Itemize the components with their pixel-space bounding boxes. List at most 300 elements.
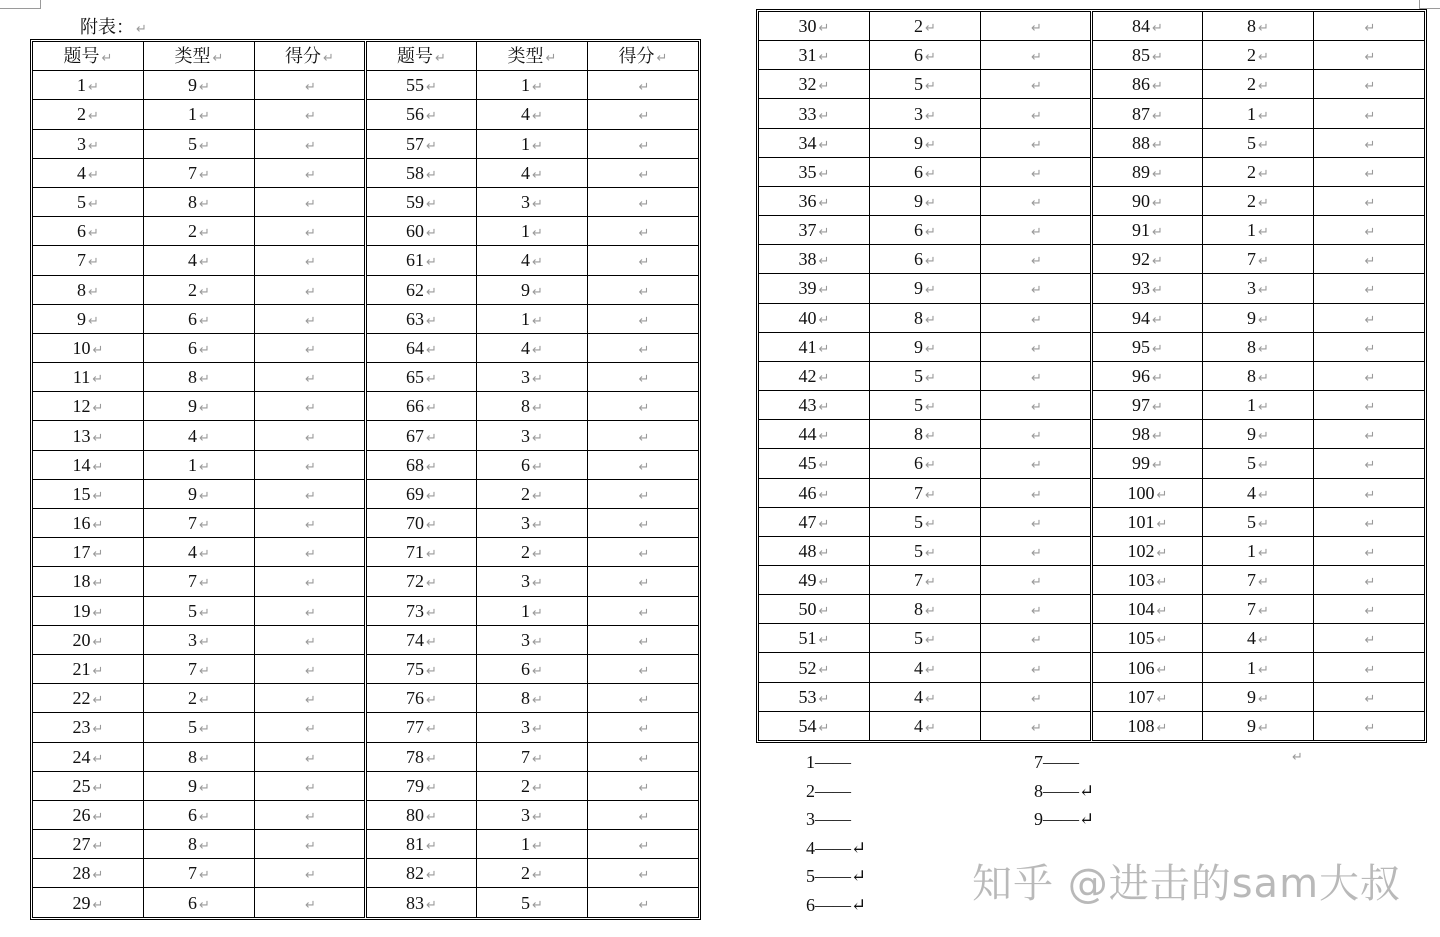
question-number-cell[interactable] bbox=[366, 421, 477, 450]
question-number-cell[interactable] bbox=[33, 538, 144, 567]
type-cell[interactable] bbox=[870, 157, 981, 186]
question-number-cell[interactable] bbox=[366, 158, 477, 187]
type-cell[interactable] bbox=[1203, 536, 1314, 565]
question-number-cell[interactable] bbox=[1092, 507, 1203, 536]
score-cell[interactable] bbox=[981, 332, 1092, 361]
question-number-cell[interactable] bbox=[1092, 565, 1203, 594]
type-cell[interactable] bbox=[1203, 711, 1314, 740]
question-number-cell[interactable] bbox=[759, 420, 870, 449]
type-cell[interactable] bbox=[477, 830, 588, 859]
score-cell[interactable] bbox=[981, 420, 1092, 449]
score-cell[interactable] bbox=[255, 363, 366, 392]
score-cell[interactable] bbox=[588, 771, 699, 800]
question-number-cell[interactable] bbox=[33, 567, 144, 596]
type-cell[interactable] bbox=[477, 567, 588, 596]
score-cell[interactable] bbox=[1314, 624, 1425, 653]
score-cell[interactable] bbox=[1314, 420, 1425, 449]
question-number-cell[interactable] bbox=[759, 595, 870, 624]
question-number-cell[interactable] bbox=[366, 333, 477, 362]
score-cell[interactable] bbox=[1314, 391, 1425, 420]
question-number-cell[interactable] bbox=[366, 187, 477, 216]
score-cell[interactable] bbox=[255, 275, 366, 304]
type-cell[interactable] bbox=[144, 742, 255, 771]
score-cell[interactable] bbox=[255, 100, 366, 129]
type-cell[interactable] bbox=[870, 332, 981, 361]
score-cell[interactable] bbox=[1314, 70, 1425, 99]
type-cell[interactable] bbox=[144, 450, 255, 479]
question-number-cell[interactable] bbox=[33, 771, 144, 800]
type-cell[interactable] bbox=[870, 420, 981, 449]
score-cell[interactable] bbox=[588, 363, 699, 392]
question-number-cell[interactable] bbox=[33, 596, 144, 625]
type-cell[interactable] bbox=[477, 538, 588, 567]
type-cell[interactable] bbox=[477, 100, 588, 129]
type-cell[interactable] bbox=[477, 509, 588, 538]
score-cell[interactable] bbox=[1314, 478, 1425, 507]
question-number-cell[interactable] bbox=[366, 217, 477, 246]
score-cell[interactable] bbox=[981, 653, 1092, 682]
question-number-cell[interactable] bbox=[1092, 682, 1203, 711]
score-cell[interactable] bbox=[981, 595, 1092, 624]
question-number-cell[interactable] bbox=[366, 684, 477, 713]
question-number-cell[interactable] bbox=[33, 304, 144, 333]
type-cell[interactable] bbox=[144, 392, 255, 421]
type-cell[interactable] bbox=[144, 654, 255, 683]
score-cell[interactable] bbox=[1314, 41, 1425, 70]
type-cell[interactable] bbox=[144, 625, 255, 654]
score-cell[interactable] bbox=[1314, 682, 1425, 711]
question-number-cell[interactable] bbox=[33, 392, 144, 421]
question-number-cell[interactable] bbox=[366, 246, 477, 275]
type-cell[interactable] bbox=[1203, 361, 1314, 390]
question-number-cell[interactable] bbox=[33, 71, 144, 100]
type-cell[interactable] bbox=[1203, 41, 1314, 70]
score-cell[interactable] bbox=[1314, 449, 1425, 478]
type-cell[interactable] bbox=[144, 713, 255, 742]
score-cell[interactable] bbox=[588, 100, 699, 129]
type-cell[interactable] bbox=[477, 217, 588, 246]
score-cell[interactable] bbox=[255, 509, 366, 538]
type-cell[interactable] bbox=[144, 596, 255, 625]
score-cell[interactable] bbox=[1314, 653, 1425, 682]
score-cell[interactable] bbox=[588, 713, 699, 742]
score-cell[interactable] bbox=[1314, 711, 1425, 740]
score-cell[interactable] bbox=[588, 567, 699, 596]
type-cell[interactable] bbox=[144, 771, 255, 800]
question-number-cell[interactable] bbox=[1092, 12, 1203, 41]
score-cell[interactable] bbox=[255, 538, 366, 567]
score-cell[interactable] bbox=[981, 70, 1092, 99]
score-cell[interactable] bbox=[588, 217, 699, 246]
score-cell[interactable] bbox=[981, 507, 1092, 536]
question-number-cell[interactable] bbox=[33, 800, 144, 829]
type-cell[interactable] bbox=[870, 303, 981, 332]
score-cell[interactable] bbox=[981, 449, 1092, 478]
score-cell[interactable] bbox=[588, 800, 699, 829]
question-number-cell[interactable] bbox=[366, 363, 477, 392]
score-cell[interactable] bbox=[588, 275, 699, 304]
score-cell[interactable] bbox=[255, 830, 366, 859]
question-number-cell[interactable] bbox=[33, 713, 144, 742]
type-cell[interactable] bbox=[144, 129, 255, 158]
type-cell[interactable] bbox=[870, 449, 981, 478]
question-number-cell[interactable] bbox=[366, 742, 477, 771]
score-cell[interactable] bbox=[981, 12, 1092, 41]
question-number-cell[interactable] bbox=[759, 12, 870, 41]
type-cell[interactable] bbox=[144, 246, 255, 275]
question-number-cell[interactable] bbox=[366, 859, 477, 888]
type-cell[interactable] bbox=[870, 216, 981, 245]
type-cell[interactable] bbox=[477, 333, 588, 362]
type-cell[interactable] bbox=[477, 275, 588, 304]
question-number-cell[interactable] bbox=[366, 830, 477, 859]
type-cell[interactable] bbox=[477, 479, 588, 508]
question-number-cell[interactable] bbox=[33, 421, 144, 450]
question-number-cell[interactable] bbox=[366, 304, 477, 333]
score-cell[interactable] bbox=[1314, 186, 1425, 215]
score-cell[interactable] bbox=[588, 538, 699, 567]
score-cell[interactable] bbox=[588, 742, 699, 771]
type-cell[interactable] bbox=[870, 274, 981, 303]
type-cell[interactable] bbox=[144, 333, 255, 362]
type-cell[interactable] bbox=[1203, 332, 1314, 361]
column-header[interactable] bbox=[366, 42, 477, 71]
type-cell[interactable] bbox=[1203, 595, 1314, 624]
type-cell[interactable] bbox=[144, 421, 255, 450]
score-cell[interactable] bbox=[255, 888, 366, 918]
question-number-cell[interactable] bbox=[759, 507, 870, 536]
question-number-cell[interactable] bbox=[759, 536, 870, 565]
question-number-cell[interactable] bbox=[33, 625, 144, 654]
question-number-cell[interactable] bbox=[1092, 478, 1203, 507]
score-cell[interactable] bbox=[981, 624, 1092, 653]
question-number-cell[interactable] bbox=[33, 275, 144, 304]
question-number-cell[interactable] bbox=[366, 100, 477, 129]
question-number-cell[interactable] bbox=[1092, 186, 1203, 215]
question-number-cell[interactable] bbox=[1092, 157, 1203, 186]
score-cell[interactable] bbox=[1314, 332, 1425, 361]
score-cell[interactable] bbox=[981, 682, 1092, 711]
question-number-cell[interactable] bbox=[1092, 711, 1203, 740]
question-number-cell[interactable] bbox=[759, 332, 870, 361]
score-cell[interactable] bbox=[588, 304, 699, 333]
question-number-cell[interactable] bbox=[1092, 70, 1203, 99]
question-number-cell[interactable] bbox=[1092, 420, 1203, 449]
question-number-cell[interactable] bbox=[759, 186, 870, 215]
type-cell[interactable] bbox=[144, 538, 255, 567]
type-cell[interactable] bbox=[477, 859, 588, 888]
type-cell[interactable] bbox=[870, 12, 981, 41]
question-number-cell[interactable] bbox=[1092, 41, 1203, 70]
type-cell[interactable] bbox=[870, 128, 981, 157]
type-cell[interactable] bbox=[477, 392, 588, 421]
question-number-cell[interactable] bbox=[759, 711, 870, 740]
question-number-cell[interactable] bbox=[366, 479, 477, 508]
score-cell[interactable] bbox=[255, 71, 366, 100]
type-cell[interactable] bbox=[1203, 128, 1314, 157]
question-number-cell[interactable] bbox=[33, 129, 144, 158]
type-cell[interactable] bbox=[1203, 478, 1314, 507]
question-number-cell[interactable] bbox=[366, 596, 477, 625]
question-number-cell[interactable] bbox=[1092, 595, 1203, 624]
score-cell[interactable] bbox=[255, 742, 366, 771]
question-number-cell[interactable] bbox=[1092, 303, 1203, 332]
question-number-cell[interactable] bbox=[33, 509, 144, 538]
score-cell[interactable] bbox=[1314, 157, 1425, 186]
question-number-cell[interactable] bbox=[366, 625, 477, 654]
type-cell[interactable] bbox=[477, 187, 588, 216]
score-cell[interactable] bbox=[255, 479, 366, 508]
type-cell[interactable] bbox=[870, 595, 981, 624]
score-cell[interactable] bbox=[255, 217, 366, 246]
score-cell[interactable] bbox=[588, 450, 699, 479]
question-number-cell[interactable] bbox=[33, 217, 144, 246]
type-cell[interactable] bbox=[477, 596, 588, 625]
type-cell[interactable] bbox=[144, 509, 255, 538]
question-number-cell[interactable] bbox=[366, 129, 477, 158]
score-cell[interactable] bbox=[588, 421, 699, 450]
score-cell[interactable] bbox=[588, 71, 699, 100]
question-number-cell[interactable] bbox=[366, 713, 477, 742]
question-number-cell[interactable] bbox=[759, 245, 870, 274]
type-cell[interactable] bbox=[870, 99, 981, 128]
type-cell[interactable] bbox=[144, 800, 255, 829]
question-number-cell[interactable] bbox=[366, 538, 477, 567]
question-number-cell[interactable] bbox=[33, 158, 144, 187]
type-cell[interactable] bbox=[870, 536, 981, 565]
score-cell[interactable] bbox=[1314, 303, 1425, 332]
type-cell[interactable] bbox=[477, 71, 588, 100]
score-cell[interactable] bbox=[1314, 245, 1425, 274]
type-cell[interactable] bbox=[477, 625, 588, 654]
score-cell[interactable] bbox=[1314, 536, 1425, 565]
score-cell[interactable] bbox=[588, 246, 699, 275]
question-number-cell[interactable] bbox=[33, 859, 144, 888]
type-cell[interactable] bbox=[870, 186, 981, 215]
score-cell[interactable] bbox=[981, 99, 1092, 128]
question-number-cell[interactable] bbox=[1092, 216, 1203, 245]
score-cell[interactable] bbox=[255, 859, 366, 888]
score-cell[interactable] bbox=[588, 392, 699, 421]
type-cell[interactable] bbox=[1203, 682, 1314, 711]
score-cell[interactable] bbox=[588, 129, 699, 158]
type-cell[interactable] bbox=[870, 682, 981, 711]
question-number-cell[interactable] bbox=[759, 274, 870, 303]
score-cell[interactable] bbox=[255, 450, 366, 479]
type-cell[interactable] bbox=[477, 450, 588, 479]
score-cell[interactable] bbox=[981, 536, 1092, 565]
type-cell[interactable] bbox=[1203, 565, 1314, 594]
type-cell[interactable] bbox=[1203, 186, 1314, 215]
question-number-cell[interactable] bbox=[1092, 274, 1203, 303]
type-cell[interactable] bbox=[477, 158, 588, 187]
question-number-cell[interactable] bbox=[1092, 99, 1203, 128]
question-number-cell[interactable] bbox=[759, 157, 870, 186]
question-number-cell[interactable] bbox=[759, 99, 870, 128]
score-cell[interactable] bbox=[981, 711, 1092, 740]
question-number-cell[interactable] bbox=[759, 624, 870, 653]
type-cell[interactable] bbox=[1203, 391, 1314, 420]
score-cell[interactable] bbox=[981, 186, 1092, 215]
question-number-cell[interactable] bbox=[366, 450, 477, 479]
type-cell[interactable] bbox=[870, 711, 981, 740]
type-cell[interactable] bbox=[144, 158, 255, 187]
score-cell[interactable] bbox=[588, 830, 699, 859]
type-cell[interactable] bbox=[870, 624, 981, 653]
type-cell[interactable] bbox=[1203, 216, 1314, 245]
score-cell[interactable] bbox=[255, 187, 366, 216]
type-cell[interactable] bbox=[144, 830, 255, 859]
score-cell[interactable] bbox=[588, 479, 699, 508]
type-cell[interactable] bbox=[144, 304, 255, 333]
type-cell[interactable] bbox=[1203, 12, 1314, 41]
question-number-cell[interactable] bbox=[1092, 536, 1203, 565]
type-cell[interactable] bbox=[477, 888, 588, 918]
type-cell[interactable] bbox=[870, 41, 981, 70]
type-cell[interactable] bbox=[477, 246, 588, 275]
score-cell[interactable] bbox=[981, 128, 1092, 157]
score-cell[interactable] bbox=[588, 859, 699, 888]
question-number-cell[interactable] bbox=[1092, 361, 1203, 390]
score-cell[interactable] bbox=[588, 654, 699, 683]
column-header[interactable] bbox=[588, 42, 699, 71]
type-cell[interactable] bbox=[1203, 274, 1314, 303]
type-cell[interactable] bbox=[144, 684, 255, 713]
type-cell[interactable] bbox=[144, 859, 255, 888]
question-number-cell[interactable] bbox=[366, 275, 477, 304]
type-cell[interactable] bbox=[870, 361, 981, 390]
score-cell[interactable] bbox=[255, 392, 366, 421]
type-cell[interactable] bbox=[1203, 99, 1314, 128]
type-cell[interactable] bbox=[144, 187, 255, 216]
score-cell[interactable] bbox=[981, 41, 1092, 70]
score-cell[interactable] bbox=[588, 684, 699, 713]
question-number-cell[interactable] bbox=[33, 100, 144, 129]
score-cell[interactable] bbox=[981, 478, 1092, 507]
question-number-cell[interactable] bbox=[366, 71, 477, 100]
score-cell[interactable] bbox=[255, 304, 366, 333]
type-cell[interactable] bbox=[477, 713, 588, 742]
question-number-cell[interactable] bbox=[759, 565, 870, 594]
score-cell[interactable] bbox=[255, 800, 366, 829]
question-number-cell[interactable] bbox=[33, 246, 144, 275]
score-cell[interactable] bbox=[1314, 595, 1425, 624]
score-cell[interactable] bbox=[1314, 99, 1425, 128]
score-cell[interactable] bbox=[588, 158, 699, 187]
score-cell[interactable] bbox=[1314, 507, 1425, 536]
type-cell[interactable] bbox=[1203, 245, 1314, 274]
question-number-cell[interactable] bbox=[759, 216, 870, 245]
type-cell[interactable] bbox=[477, 304, 588, 333]
type-cell[interactable] bbox=[477, 742, 588, 771]
type-cell[interactable] bbox=[144, 888, 255, 918]
question-number-cell[interactable] bbox=[759, 361, 870, 390]
question-number-cell[interactable] bbox=[759, 391, 870, 420]
type-cell[interactable] bbox=[144, 71, 255, 100]
type-cell[interactable] bbox=[1203, 420, 1314, 449]
type-cell[interactable] bbox=[1203, 507, 1314, 536]
question-number-cell[interactable] bbox=[33, 830, 144, 859]
question-number-cell[interactable] bbox=[1092, 332, 1203, 361]
type-cell[interactable] bbox=[477, 684, 588, 713]
score-cell[interactable] bbox=[1314, 361, 1425, 390]
type-cell[interactable] bbox=[477, 129, 588, 158]
question-number-cell[interactable] bbox=[759, 41, 870, 70]
question-number-cell[interactable] bbox=[1092, 391, 1203, 420]
type-cell[interactable] bbox=[1203, 70, 1314, 99]
score-cell[interactable] bbox=[981, 391, 1092, 420]
score-cell[interactable] bbox=[255, 158, 366, 187]
question-number-cell[interactable] bbox=[366, 888, 477, 918]
type-cell[interactable] bbox=[1203, 449, 1314, 478]
type-cell[interactable] bbox=[1203, 157, 1314, 186]
type-cell[interactable] bbox=[870, 391, 981, 420]
score-cell[interactable] bbox=[255, 771, 366, 800]
question-number-cell[interactable] bbox=[366, 509, 477, 538]
type-cell[interactable] bbox=[477, 771, 588, 800]
score-cell[interactable] bbox=[255, 333, 366, 362]
type-cell[interactable] bbox=[1203, 303, 1314, 332]
type-cell[interactable] bbox=[870, 507, 981, 536]
type-cell[interactable] bbox=[477, 654, 588, 683]
question-number-cell[interactable] bbox=[33, 742, 144, 771]
score-cell[interactable] bbox=[1314, 274, 1425, 303]
score-cell[interactable] bbox=[981, 274, 1092, 303]
type-cell[interactable] bbox=[144, 217, 255, 246]
question-number-cell[interactable] bbox=[33, 450, 144, 479]
question-number-cell[interactable] bbox=[1092, 128, 1203, 157]
score-cell[interactable] bbox=[255, 654, 366, 683]
score-cell[interactable] bbox=[588, 625, 699, 654]
type-cell[interactable] bbox=[870, 565, 981, 594]
score-cell[interactable] bbox=[1314, 128, 1425, 157]
question-number-cell[interactable] bbox=[759, 303, 870, 332]
score-cell[interactable] bbox=[588, 333, 699, 362]
type-cell[interactable] bbox=[144, 567, 255, 596]
score-cell[interactable] bbox=[1314, 216, 1425, 245]
type-cell[interactable] bbox=[477, 363, 588, 392]
type-cell[interactable] bbox=[477, 800, 588, 829]
type-cell[interactable] bbox=[144, 363, 255, 392]
question-number-cell[interactable] bbox=[759, 653, 870, 682]
score-cell[interactable] bbox=[255, 625, 366, 654]
score-cell[interactable] bbox=[981, 303, 1092, 332]
question-number-cell[interactable] bbox=[366, 392, 477, 421]
question-number-cell[interactable] bbox=[759, 449, 870, 478]
score-cell[interactable] bbox=[588, 596, 699, 625]
question-number-cell[interactable] bbox=[759, 478, 870, 507]
question-number-cell[interactable] bbox=[1092, 449, 1203, 478]
score-cell[interactable] bbox=[588, 888, 699, 918]
question-number-cell[interactable] bbox=[33, 333, 144, 362]
type-cell[interactable] bbox=[870, 70, 981, 99]
question-number-cell[interactable] bbox=[1092, 653, 1203, 682]
question-number-cell[interactable] bbox=[33, 888, 144, 918]
column-header[interactable] bbox=[477, 42, 588, 71]
type-cell[interactable] bbox=[870, 653, 981, 682]
score-cell[interactable] bbox=[588, 187, 699, 216]
question-number-cell[interactable] bbox=[366, 567, 477, 596]
type-cell[interactable] bbox=[870, 245, 981, 274]
score-cell[interactable] bbox=[255, 567, 366, 596]
score-cell[interactable] bbox=[981, 216, 1092, 245]
type-cell[interactable] bbox=[144, 100, 255, 129]
score-cell[interactable] bbox=[981, 361, 1092, 390]
score-cell[interactable] bbox=[1314, 12, 1425, 41]
question-number-cell[interactable] bbox=[1092, 245, 1203, 274]
score-cell[interactable] bbox=[981, 565, 1092, 594]
score-cell[interactable] bbox=[255, 129, 366, 158]
